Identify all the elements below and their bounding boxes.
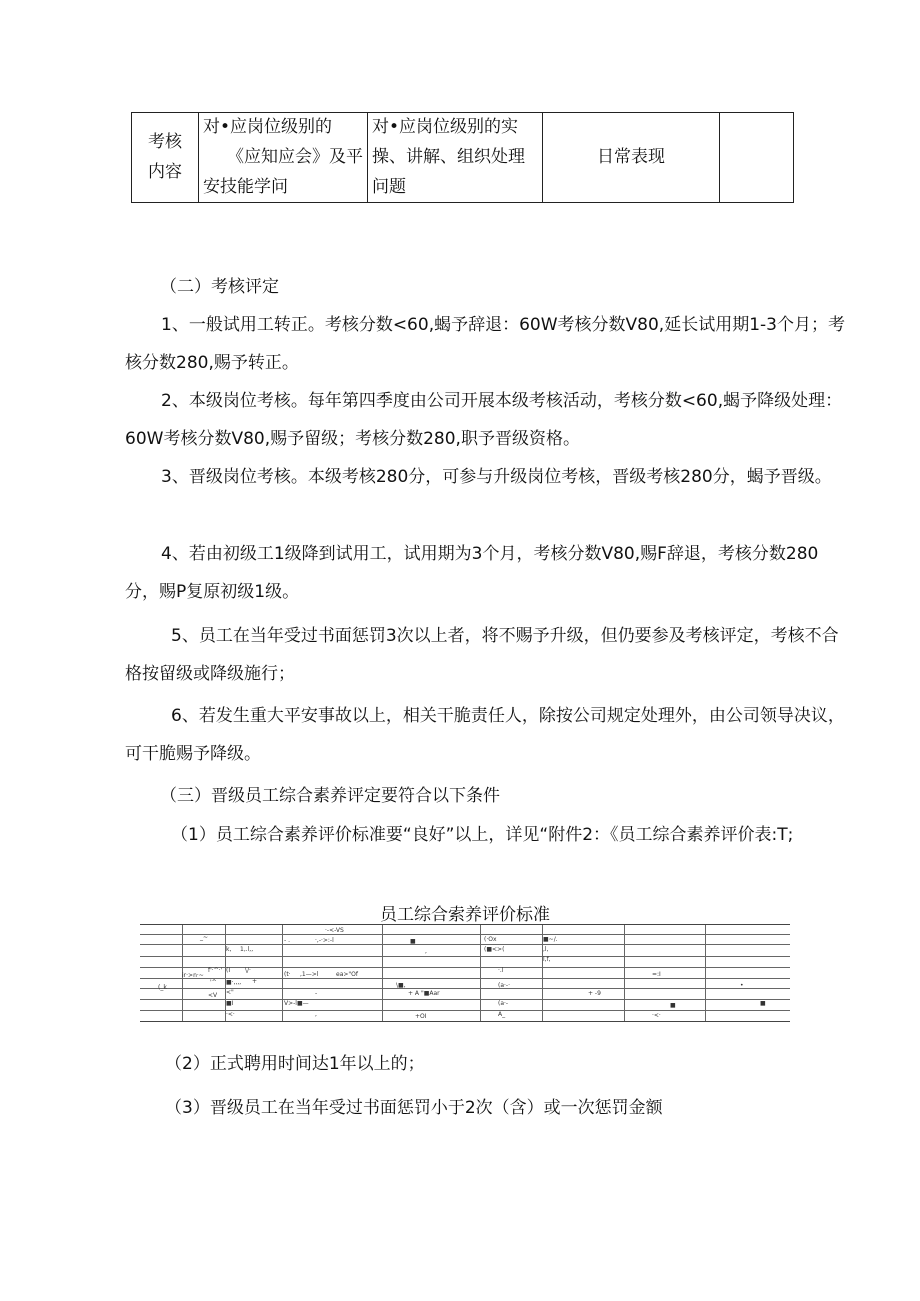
mini-cell-text: A_ <box>498 1011 506 1018</box>
knowledge-cell <box>199 113 368 203</box>
mini-cell-text: =:I <box>652 971 661 978</box>
mini-cell-text: ·-<-VS <box>325 927 344 934</box>
mini-cell-text: ■ <box>760 1000 766 1007</box>
mini-cell-text: - . <box>284 937 290 944</box>
mini-cell-text: - <box>315 990 318 997</box>
rule-item-4: 4、若由初级工1级降到试用工，试用期为3个月，考核分数V80,赐F辞退，考核分数280分，赐P复原初级1级。 <box>125 544 819 602</box>
mini-cell-text: l,f, <box>543 956 551 963</box>
mini-cell-text: \■, <box>396 982 406 989</box>
mini-cell-text: , <box>425 948 427 955</box>
mini-table-divider <box>705 925 706 1021</box>
row-header-cell <box>132 113 199 203</box>
mini-cell-text: '^ <box>210 979 217 986</box>
mini-cell-text: (a·-· <box>498 982 510 989</box>
condition-item-1: （1）员工综合素养评价标准要“良好”以上，详见“附件2：《员工综合素养评价表:T; <box>171 825 794 845</box>
mini-cell-text: + <box>252 978 258 985</box>
mini-cell-text: f'·^·' <box>208 967 223 974</box>
mini-cell-text: ·,-·>:-l <box>315 937 334 944</box>
mini-table-divider <box>624 925 625 1021</box>
empty-cell <box>720 113 794 203</box>
mini-cell-text: ea>"Of <box>336 971 358 978</box>
section-3-heading: （三）晋级员工综合素养评定要符合以下条件 <box>160 786 500 806</box>
mini-cell-text: ■~/. <box>543 936 558 943</box>
rule-item-2: 2、本级岗位考核。每年第四季度由公司开展本级考核活动，考核分数<60,蝎予降级处理：60W考核分数V80,赐予留级；考核分数280,职予晋级资格。 <box>125 391 843 449</box>
condition-item-2: （2）正式聘用时间达1年以上的； <box>165 1054 425 1074</box>
mini-table-divider <box>382 925 383 1021</box>
mini-table-rule <box>140 934 790 935</box>
mini-cell-text: k, <box>226 946 232 953</box>
mini-cell-text: ■·,,,, <box>226 979 242 986</box>
mini-cell-text: _~ <box>200 934 209 941</box>
row-header-line-1: 考核 <box>148 131 182 152</box>
mini-cell-text: 1,.l,, <box>240 946 254 953</box>
mini-cell-text: (■<>( <box>484 946 505 953</box>
mini-cell-text: (_k <box>158 984 167 991</box>
mini-cell-text: ·<· <box>652 1012 661 1019</box>
knowledge-line-2: 《应知应会》及平 <box>227 146 363 167</box>
rule-item-1: 1、一般试用工转正。考核分数<60,蝎予辞退：60W考核分数V80,延长试用期1-3个月；考核分数280,赐予转正。 <box>125 315 845 373</box>
mini-cell-text: ·.l <box>498 967 504 974</box>
mini-cell-text: ·<· <box>226 1011 235 1018</box>
mini-cell-text: ir·>n·~ <box>182 972 204 979</box>
mini-table-rule <box>140 1010 790 1011</box>
mini-cell-text: <" <box>226 989 234 996</box>
condition-item-3: （3）晋级员工在当年受过书面惩罚小于2次（含）或一次惩罚金额 <box>165 1098 663 1118</box>
practice-line-2: 操、讲解、组织处理 <box>372 146 525 167</box>
table-row <box>132 113 794 203</box>
mini-cell-text: (a·- <box>498 1000 509 1007</box>
practice-line-1: 对•应岗位级别的实 <box>372 117 519 137</box>
evaluation-standard-table <box>140 924 790 1022</box>
mini-cell-text: ■I <box>226 1000 234 1007</box>
row-header-line-2: 内容 <box>148 161 182 182</box>
section-2-heading: （二）考核评定 <box>160 277 279 297</box>
mini-table-rule <box>140 956 790 957</box>
mini-table-rule <box>140 988 790 989</box>
mini-table-rule <box>140 999 790 1000</box>
rule-item-3: 3、晋级岗位考核。本级考核280分，可参与升级岗位考核，晋级考核280分，蝎予晋级。 <box>161 467 832 487</box>
mini-cell-text: , <box>315 1011 317 1018</box>
rule-item-5: 5、员工在当年受过书面惩罚3次以上者，将不赐予升级，但仍要参及考核评定，考核不合格按留级或降级施行； <box>125 626 839 684</box>
mini-cell-text: <V <box>208 992 218 999</box>
assessment-table <box>131 112 794 203</box>
knowledge-line-3: 安技能学问 <box>203 176 288 197</box>
mini-cell-text: +OI <box>415 1013 427 1020</box>
mini-cell-text: • <box>740 982 744 989</box>
mini-cell-text: ,1—>l <box>300 971 319 978</box>
practice-cell <box>368 113 543 203</box>
knowledge-line-1: 对•应岗位级别的 <box>203 117 333 137</box>
mini-table-rule <box>140 967 790 968</box>
mini-table-divider <box>480 925 481 1021</box>
mini-cell-text: + A "■Aar <box>408 990 440 997</box>
mini-cell-text: + -9 <box>588 990 601 997</box>
mini-cell-text: (t· <box>284 971 291 978</box>
mini-table-rule <box>140 944 790 945</box>
daily-performance-cell: 日常表现 <box>543 113 720 203</box>
mini-cell-text: (·Ox <box>484 936 497 943</box>
rule-item-6: 6、若发生重大平安事故以上，相关干脆责任人，除按公司规定处理外，由公司领导决议，可干脆赐予降级。 <box>125 706 845 764</box>
mini-cell-text: ■ <box>670 1002 676 1009</box>
mini-table-divider <box>282 925 283 1021</box>
mini-cell-text: (I <box>226 967 231 974</box>
evaluation-table-title: 员工综合索养评价标准 <box>380 905 550 925</box>
practice-line-3: 问题 <box>372 176 406 197</box>
mini-cell-text: ,l, <box>543 946 549 953</box>
mini-cell-text: V>-l■— <box>284 1000 309 1007</box>
mini-cell-text: \/· <box>245 967 251 974</box>
mini-cell-text: ■ <box>410 938 416 945</box>
